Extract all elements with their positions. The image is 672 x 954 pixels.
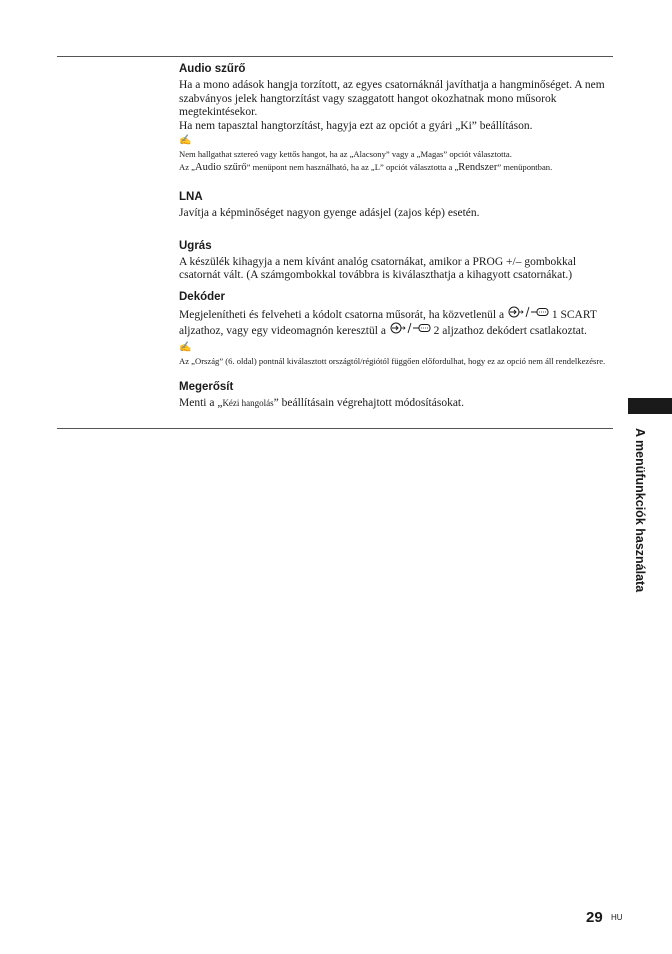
dekoder-description — [179, 307, 615, 340]
heading-ugras: Ugrás — [179, 239, 212, 252]
ugras-description: A készülék kihagyja a nem kívánt analóg csatornákat, amikor a PROG +/– gombokkal csatornát vált. (A számgombokkal továbbra is kiválaszthatja a kihagyott csatornákat.) — [179, 255, 577, 282]
dekoder-note: Az „Ország” (6. oldal) pontnál kiválasztott országtól/régiótól függően előfordulhat, hogy ez az opció nem áll rendelkezésre. — [179, 355, 606, 366]
dekoder-part-a: Megjelenítheti és felveheti a kódolt csatorna műsorát, ha közvetlenül a — [179, 308, 507, 321]
megerosit-part-a: Menti a „ — [179, 397, 223, 410]
section-dekoder — [179, 290, 615, 367]
chapter-tab-marker — [628, 398, 672, 414]
megerosit-description — [179, 397, 615, 411]
note-pencil-icon: ✍ — [179, 135, 192, 147]
heading-megerosit: Megerősít — [179, 381, 234, 394]
bottom-rule — [57, 428, 613, 429]
scart-input-icon — [507, 306, 549, 323]
note-pencil-icon-2: ✍ — [179, 341, 192, 353]
section-lna — [179, 190, 615, 221]
scart-input-icon-2 — [389, 322, 431, 339]
note2-audio-szuro: Audio szűrő — [194, 161, 247, 173]
note2-part-c: ” menüpont nem használható, ha az „L” opciót választotta a „ — [246, 161, 459, 172]
main-content — [179, 62, 615, 411]
top-rule — [57, 56, 613, 57]
dekoder-part-c: 2 aljzathoz dekódert csatlakoztat. — [430, 325, 587, 338]
megerosit-part-c: ” beállításain végrehajtott módosításokat. — [273, 397, 465, 410]
audio-szuro-note-1: Nem hallgathat sztereó vagy kettős hangot, ha az „Alacsony” vagy a „Magas” opciót választotta. — [179, 149, 512, 160]
audio-szuro-default: Ha nem tapasztal hangtorzítást, hagyja ezt az opciót a gyári „Ki” beállításon. — [179, 119, 533, 132]
section-audio-szuro — [179, 62, 615, 174]
audio-szuro-note-2 — [179, 161, 615, 174]
heading-dekoder: Dekóder — [179, 290, 226, 303]
dekoder-part-b: 1 SCART aljzathoz, vagy egy videomagnón keresztül a — [179, 308, 597, 338]
page-number: 29 — [586, 909, 603, 926]
note2-part-a: Az „ — [179, 161, 195, 172]
megerosit-kezi-hangolas: Kézi hangolás — [222, 398, 274, 409]
section-ugras — [179, 239, 615, 283]
audio-szuro-description: Ha a mono adások hangja torzított, az egyes csatornáknál javíthatja a hangminőséget. A nem szabványos jelek hangtorzítást vagy szaggatott hangot okozhatnak mono műsorok megtekintésekor. — [179, 79, 605, 119]
lna-description: Javítja a képminőséget nagyon gyenge adásjel (zajos kép) esetén. — [179, 206, 480, 219]
section-megerosit — [179, 380, 615, 411]
note2-rendszer: Rendszer — [458, 161, 498, 173]
note2-part-e: ” menüpontban. — [497, 161, 553, 172]
heading-audio-szuro: Audio szűrő — [179, 63, 246, 75]
page-language-code: HU — [611, 913, 623, 922]
heading-lna: LNA — [179, 190, 203, 203]
chapter-side-label: A menüfunkciók használata — [633, 428, 647, 593]
